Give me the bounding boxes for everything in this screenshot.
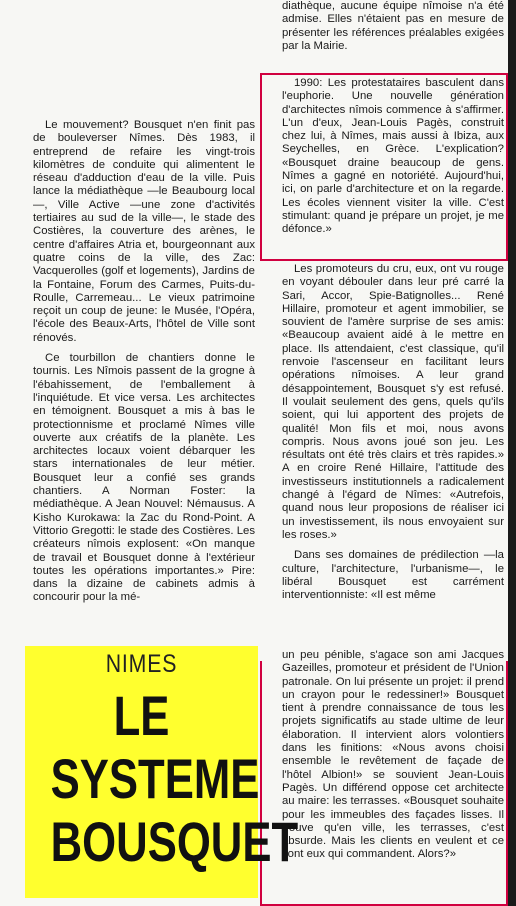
- paragraph: Ce tourbillon de chantiers donne le tournis. Les Nîmois passent de la grogne à l'ébahissement, de l'emballement à l'inquiétude. Et vice versa. Les architectes en témoignent. Bousquet a mis à bas le protectionnisme et proclamé Nîmes ville ouverte aux créatifs de la planète. Les architectes locaux voient débarquer les stars internationales de leur métier. Bousquet leur a confié ses grands chantiers. A Norman Foster: la médiathèque. A Jean Nouvel: Némausus. A Kisho Kurokawa: la Zac du Rond-Point. A Vittorio Gregotti: le stade des Costières. Les créateurs nîmois explosent: «On manque de travail et Bousquet donne à l'extérieur toutes les opérations importantes.» Pire: dans la dizaine de cabinets admis à concourir pour la mé-: [33, 352, 255, 604]
- headline-line-3: BOUSQUET: [50, 810, 299, 873]
- paragraph: Dans ses domaines de prédilection —la culture, l'architecture, l'urbanisme—, le libéral Bousquet est carrément interventionniste: «Il est même: [282, 549, 504, 602]
- headline-line-1: LE: [113, 684, 170, 747]
- headline-line-2: SYSTEME: [50, 747, 260, 810]
- highlight-box-1: [260, 73, 508, 261]
- header-paragraph: [282, 0, 504, 60]
- paragraph: diathèque, aucune équipe nîmoise n'a été admise. Elles n'étaient pas en mesure de présenter les références préalables exigées par la Mairie.: [282, 0, 504, 52]
- boxed-text-1: [282, 77, 504, 244]
- paragraph: Les promoteurs du cru, eux, ont vu rouge en voyant débouler dans leur pré carré la Sari, Accor, Spie-Batignolles... René Hillaire, promoteur et agent immobilier, se souvient de l'amère surprise de ses amis: «Beaucoup avaient aidé à le mettre en place. Ils attendaient, c'est classique, qu'il renvoie l'ascenseur en facilitant leurs opérations nîmoises. A leur grand désappointement, Bousquet s'y est refusé. Il voulait seulement des gens, quels qu'ils soient, qui lui apportent des projets de qualité! Mon fils et moi, nous avons compris. Nous avons joué son jeu. Les résultats ont été très clairs et très rapides.» A en croire René Hillaire, l'attitude des investisseurs institutionnels a radicalement changé à l'égard de Nîmes: «Autrefois, quand nous leur proposions de réaliser ici un investissement, ils nous envoyaient sur les roses.»: [282, 263, 504, 541]
- paragraph: un peu pénible, s'agace son ami Jacques Gazeilles, promoteur et président de l'Union patronale. On lui présente un projet: il prend un crayon pour le redessiner!» Bousquet tient à prendre connaissance de tous les projets significatifs au stade ultime de leur élaboration. Il intervient alors volontiers dans les finitions: «Nous avons choisi ensemble le revêtement de façade de l'hôtel Albion!» se souvient Jean-Louis Pagès. Un différend oppose cet architecte au maire: les terrasses. «Bousquet souhaite pour les immeubles des façades lisses. Il trouve qu'en ville, les terrasses, c'est absurde. Mais les clients en veulent et ce sont eux qui commandent. Alors?»: [282, 649, 504, 861]
- headline-block: [25, 646, 299, 898]
- page-edge: [508, 0, 516, 906]
- right-column: [282, 263, 504, 609]
- left-column: [33, 119, 255, 612]
- paragraph: Le mouvement? Bousquet n'en finit pas de bouleverser Nîmes. Dès 1983, il entreprend de refaire les vingt-trois kilomètres de conduite qui alimentent le réseau d'adduction d'eau de la ville. Puis lance la médiathèque —le Beaubourg local—, Ville Active —une zone d'activités tertiaires au sud de la ville—, le stade des Costières, la couverture des arènes, le centre d'affaires Atria et, bourgeonnant aux quatre coins de la ville, des Zac: Vacquerolles (golf et logements), Jardins de la Fontaine, Forum des Carmes, Puits-du-Roulle, Carremeau... Le vieux patrimoine reçoit un coup de jeune: le Musée, l'Opéra, l'école des Beaux-Arts, l'hôtel de Ville sont rénovés.: [33, 119, 255, 344]
- kicker: NIMES: [105, 650, 178, 678]
- paragraph: 1990: Les protestataires basculent dans l'euphorie. Une nouvelle génération d'architectes nîmois commence à s'affirmer. L'un d'eux, Jean-Louis Pagès, construit chez lui, à Nîmes, mais aussi à Ibiza, aux Seychelles, en Grèce. L'explication? «Bousquet draine beaucoup de gens. Nîmes a gagné en notoriété. Aujourd'hui, ici, on parle d'architecture et on la regarde. Les écoles viennent visiter la ville. C'est stimulant: quand je prépare un projet, je me défonce.»: [282, 77, 504, 236]
- boxed-text-2: [282, 649, 504, 869]
- headline: [50, 684, 299, 873]
